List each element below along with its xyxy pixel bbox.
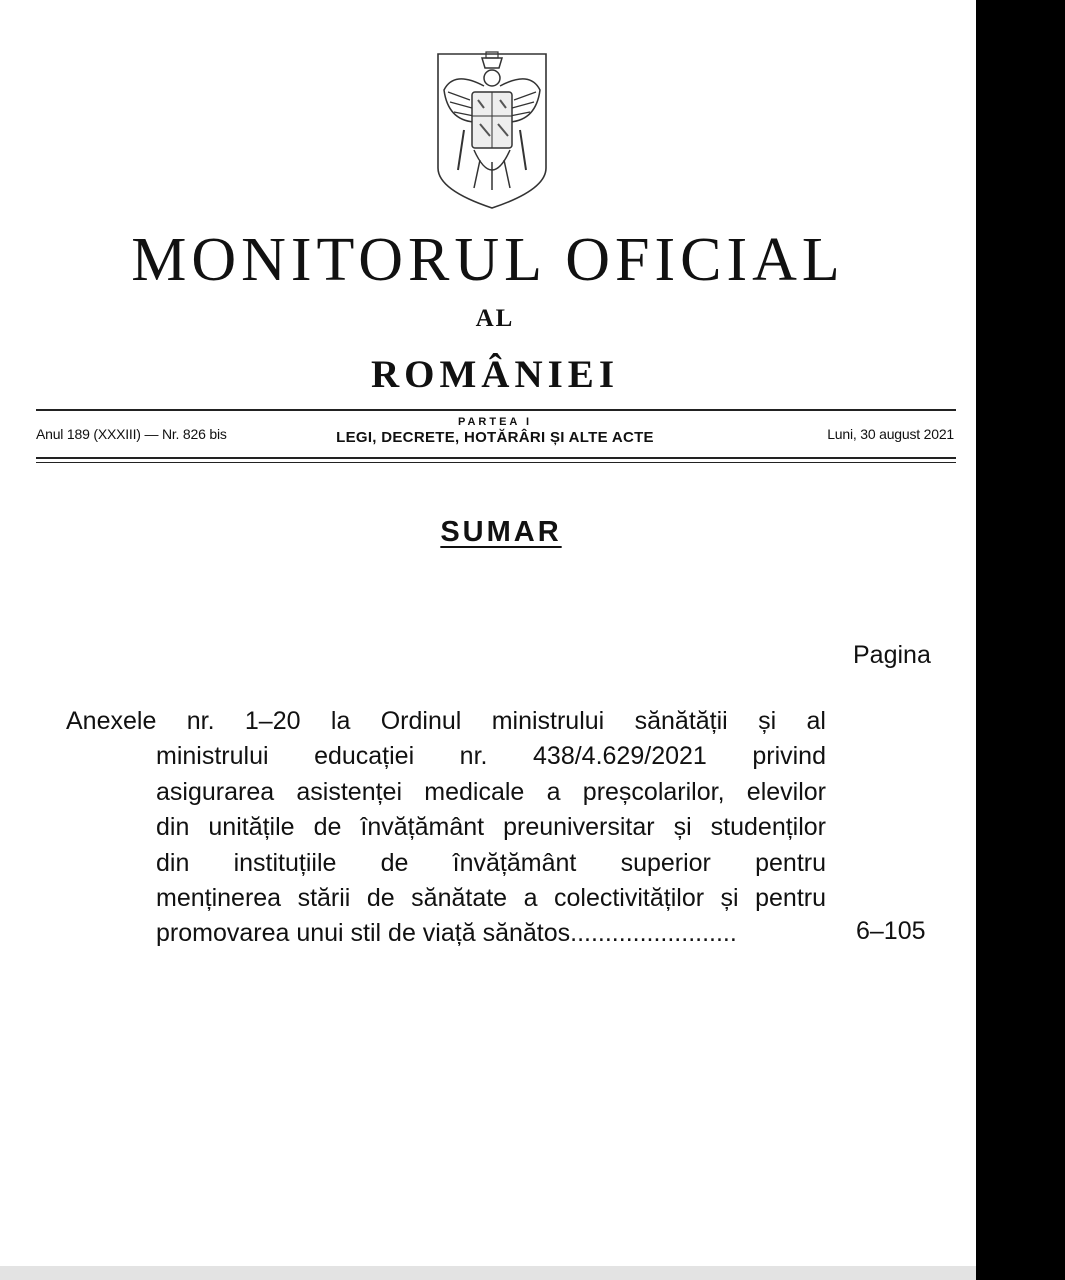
page-bottom-edge — [0, 1266, 976, 1280]
publication-subtitle-al: AL — [475, 305, 515, 332]
entry-line: din instituțiile de învățământ superior pentru — [156, 848, 826, 877]
section-title: LEGI, DECRETE, HOTĂRÂRI ȘI ALTE ACTE — [336, 429, 654, 446]
issue-date: Luni, 30 august 2021 — [827, 426, 954, 442]
partea-label: PARTEA I — [457, 416, 533, 428]
entry-line: Anexele nr. 1–20 la Ordinul ministrului sănătății și al — [66, 707, 826, 735]
entry-line: asigurarea asistenței medicale a preșcolarilor, elevilor — [156, 777, 826, 806]
page-column-label: Pagina — [853, 641, 931, 669]
entry-line: ministrului educației nr. 438/4.629/2021 privind — [156, 742, 826, 771]
publication-title: MONITORUL OFICIAL — [131, 226, 845, 294]
entry-line: promovarea unui stil de viață sănătos — [156, 919, 571, 948]
entry-last-line — [156, 916, 826, 951]
sumar-entry[interactable] — [66, 704, 826, 952]
header-rule-bottom-2 — [36, 462, 956, 463]
publication-country: ROMÂNIEI — [370, 353, 619, 396]
entry-line: menținerea stării de sănătate a colectivităților și pentru — [156, 884, 826, 913]
entry-line: din unitățile de învățământ preuniversitar și studenților — [156, 813, 826, 842]
sumar-heading: SUMAR — [440, 516, 562, 548]
issue-info: Anul 189 (XXXIII) — Nr. 826 bis — [36, 426, 227, 442]
romania-coat-of-arms-icon — [434, 50, 550, 210]
dot-leader: ........................ — [570, 919, 737, 948]
viewer-background — [976, 0, 1065, 1280]
header-rule-bottom-1 — [36, 457, 956, 459]
entry-page-range: 6–105 — [856, 917, 926, 945]
header-rule-top — [36, 409, 956, 411]
